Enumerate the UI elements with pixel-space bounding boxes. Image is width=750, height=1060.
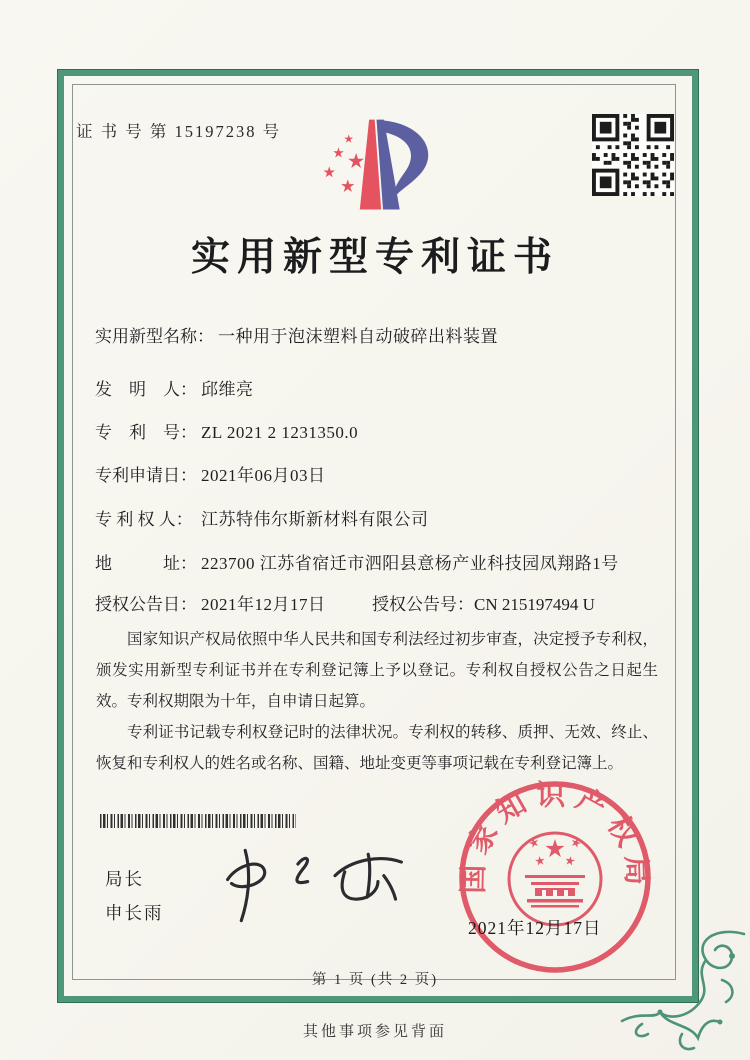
barcode (100, 814, 296, 828)
field-label: 授权公告日： (95, 595, 197, 614)
page-number: 第 1 页 (共 2 页) (311, 972, 439, 988)
field-label: 专利申请日： (95, 466, 197, 485)
signer-block (105, 866, 164, 934)
legal-paragraph-2: 专利证书记载专利权登记时的法律状况。专利权的转移、质押、无效、终止、恢复和专利权人的姓名或名称、国籍、地址变更等事项记载在专利登记簿上。 (96, 724, 658, 772)
field-row-patentee (95, 505, 661, 530)
field-value: CN 215197494 U (474, 595, 595, 614)
seal-date: 2021年12月17日 (468, 918, 602, 938)
field-value: 2021年06月03日 (201, 466, 326, 485)
field-row-application-date (95, 461, 661, 486)
field-row-utility-name (95, 322, 661, 347)
field-row-patent-number (95, 418, 661, 443)
legal-text-block (96, 624, 658, 779)
field-row-inventor (95, 375, 661, 400)
field-value: ZL 2021 2 1231350.0 (201, 423, 359, 442)
certificate-title: 实用新型专利证书 (190, 236, 559, 279)
field-label: 实用新型名称： (95, 327, 214, 346)
field-value: 一种用于泡沫塑料自动破碎出料装置 (218, 327, 498, 346)
back-note: 其他事项参见背面 (302, 1024, 447, 1040)
field-row-address (95, 549, 661, 574)
signer-name: 申长雨 (105, 903, 164, 923)
field-value: 邱维亮 (201, 380, 254, 399)
certificate-number: 证 书 号 第 15197238 号 (76, 122, 282, 141)
signer-title: 局长 (105, 869, 144, 889)
cnipa-logo-icon (318, 114, 448, 216)
field-label: 专 利 号： (95, 423, 197, 442)
handwritten-signature (212, 840, 417, 928)
legal-paragraph-1: 国家知识产权局依照中华人民共和国专利法经过初步审查，决定授予专利权，颁发实用新型专利证书并在专利登记簿上予以登记。专利权自授权公告之日起生效。专利权期限为十年，自申请日起算。 (96, 631, 658, 710)
field-value: 2021年12月17日 (201, 595, 326, 614)
qr-code-icon (592, 114, 674, 196)
seal-agency-text: 国家知识产权局 (457, 779, 653, 895)
field-value: 江苏特伟尔斯新材料有限公司 (201, 510, 429, 529)
field-label: 专 利 权 人： (95, 510, 193, 529)
field-label: 地 址： (95, 554, 197, 573)
field-label: 授权公告号： (372, 595, 474, 614)
field-grant-number (372, 590, 595, 615)
field-label: 发 明 人： (95, 380, 197, 399)
field-row-grant-date (95, 590, 661, 615)
field-value: 223700 江苏省宿迁市泗阳县意杨产业科技园凤翔路1号 (201, 554, 619, 573)
corner-flourish-ornament (618, 926, 748, 1056)
national-emblem-icon (509, 833, 601, 925)
